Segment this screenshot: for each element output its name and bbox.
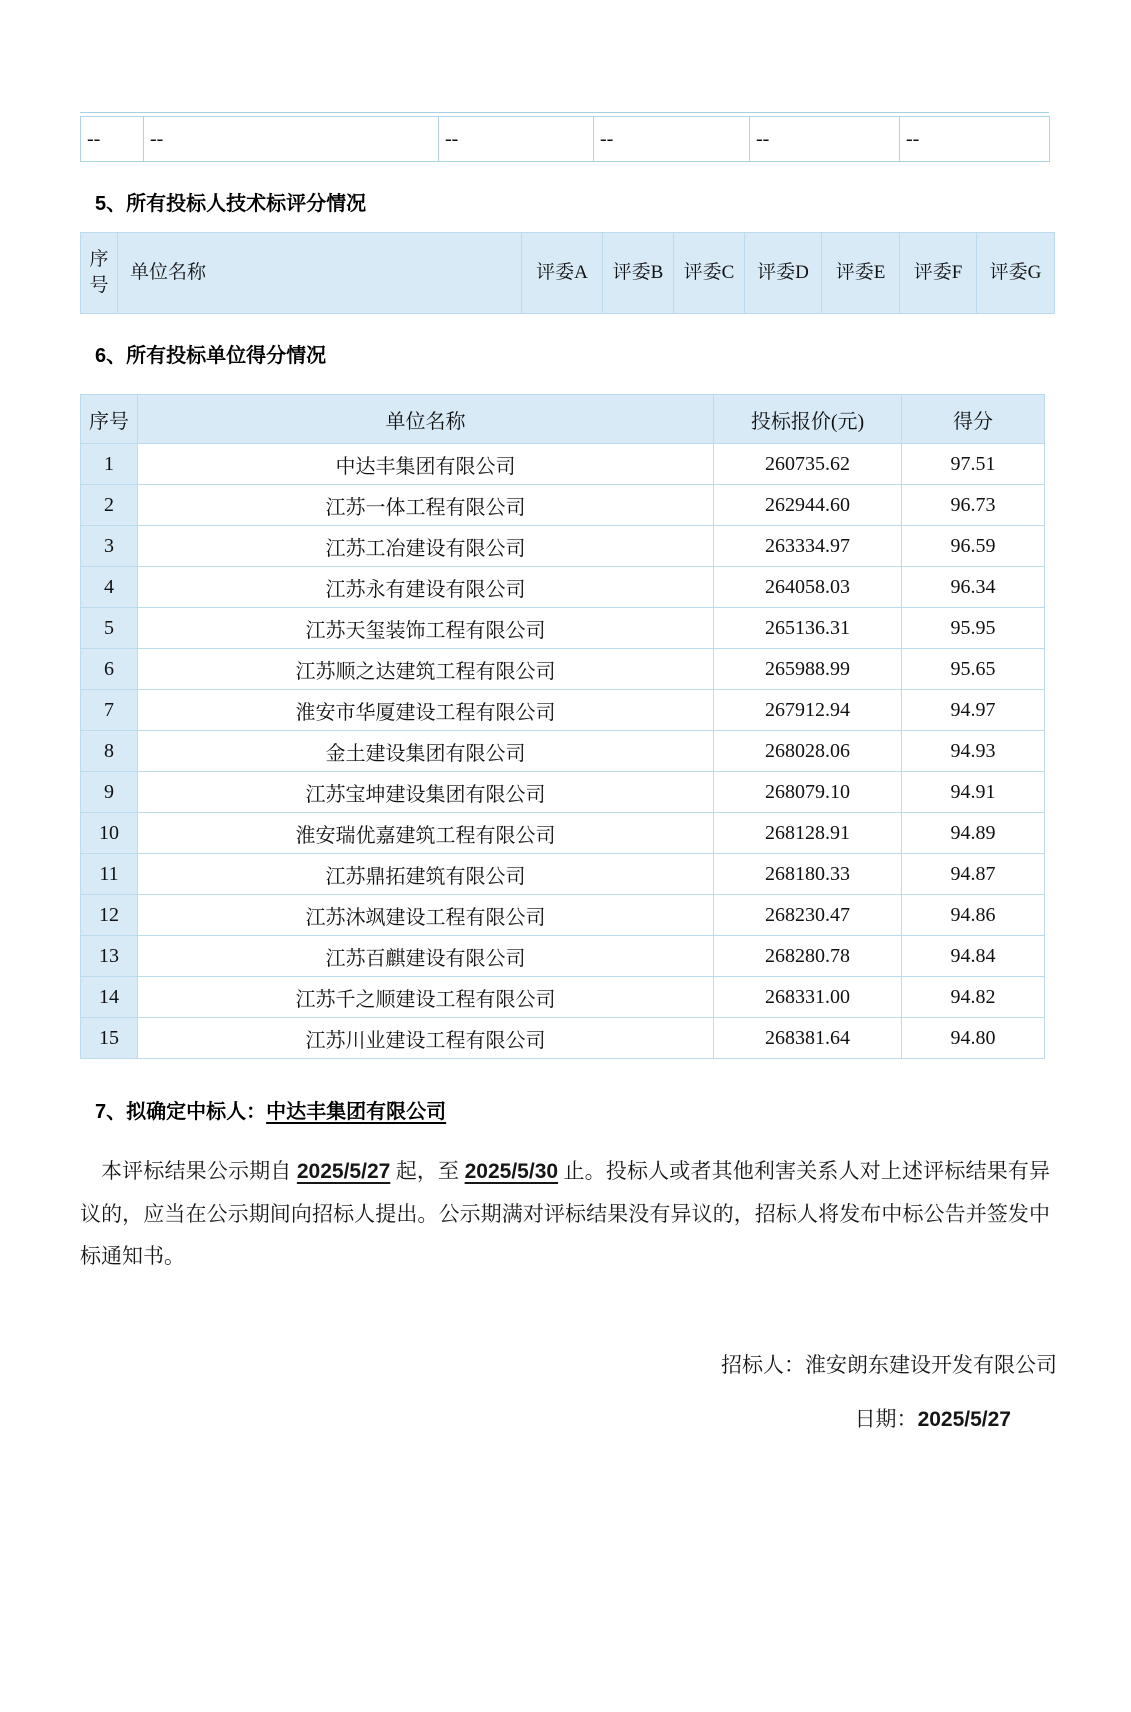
table-row <box>81 485 1045 526</box>
col-header-judge-b: 评委B <box>603 233 674 314</box>
score-cell: 94.93 <box>902 731 1045 772</box>
bid-price-cell: 263334.97 <box>714 526 902 567</box>
bid-price-cell: 265136.31 <box>714 608 902 649</box>
score-cell: 97.51 <box>902 444 1045 485</box>
continuation-row <box>81 117 1050 162</box>
date-line <box>0 1403 1131 1433</box>
notice-paragraph <box>80 1150 1050 1277</box>
tenderer-label: 招标人： <box>721 1353 805 1377</box>
tenderer-line <box>0 1349 1131 1379</box>
score-cell: 94.91 <box>902 772 1045 813</box>
score-cell: 96.34 <box>902 567 1045 608</box>
row-number-cell: 11 <box>81 854 138 895</box>
col-header-company: 单位名称 <box>118 233 522 314</box>
continuation-table-wrap <box>80 112 1049 162</box>
company-name-cell: 江苏百麒建设有限公司 <box>138 936 714 977</box>
row-number-cell: 7 <box>81 690 138 731</box>
bid-price-cell: 268028.06 <box>714 731 902 772</box>
score-cell: 94.87 <box>902 854 1045 895</box>
dash-cell: -- <box>594 117 750 162</box>
row-number-cell: 3 <box>81 526 138 567</box>
row-number-cell: 6 <box>81 649 138 690</box>
table-row <box>81 936 1045 977</box>
row-number-cell: 5 <box>81 608 138 649</box>
bid-price-cell: 260735.62 <box>714 444 902 485</box>
row-number-cell: 8 <box>81 731 138 772</box>
row-number-cell: 12 <box>81 895 138 936</box>
company-name-cell: 江苏宝坤建设集团有限公司 <box>138 772 714 813</box>
dash-cell: -- <box>750 117 900 162</box>
company-name-cell: 江苏沐飒建设工程有限公司 <box>138 895 714 936</box>
score-cell: 94.80 <box>902 1018 1045 1059</box>
winner-company-name: 中达丰集团有限公司 <box>266 1101 447 1123</box>
row-number-cell: 4 <box>81 567 138 608</box>
continuation-table <box>80 116 1050 162</box>
bid-price-cell: 268381.64 <box>714 1018 902 1059</box>
company-name-cell: 江苏一体工程有限公司 <box>138 485 714 526</box>
col-header-seq: 序号 <box>81 395 138 444</box>
score-table <box>80 394 1045 1059</box>
technical-score-header-row <box>81 233 1055 314</box>
col-header-judge-g: 评委G <box>977 233 1055 314</box>
col-header-score: 得分 <box>902 395 1045 444</box>
document-page <box>0 112 1131 1712</box>
date-value: 2025/5/27 <box>917 1408 1011 1431</box>
row-number-cell: 14 <box>81 977 138 1018</box>
table-row <box>81 895 1045 936</box>
row-number-cell: 10 <box>81 813 138 854</box>
col-header-judge-c: 评委C <box>674 233 745 314</box>
bid-price-cell: 268280.78 <box>714 936 902 977</box>
col-header-judge-e: 评委E <box>822 233 900 314</box>
row-number-cell: 2 <box>81 485 138 526</box>
bid-price-cell: 268331.00 <box>714 977 902 1018</box>
score-cell: 95.65 <box>902 649 1045 690</box>
company-name-cell: 江苏川业建设工程有限公司 <box>138 1018 714 1059</box>
col-header-company: 单位名称 <box>138 395 714 444</box>
section7-heading <box>95 1095 1131 1124</box>
company-name-cell: 江苏天玺装饰工程有限公司 <box>138 608 714 649</box>
table-row <box>81 649 1045 690</box>
bid-price-cell: 268230.47 <box>714 895 902 936</box>
score-cell: 94.97 <box>902 690 1045 731</box>
table-row <box>81 567 1045 608</box>
company-name-cell: 江苏顺之达建筑工程有限公司 <box>138 649 714 690</box>
bid-price-cell: 264058.03 <box>714 567 902 608</box>
bid-price-cell: 262944.60 <box>714 485 902 526</box>
row-number-cell: 15 <box>81 1018 138 1059</box>
row-number-cell: 9 <box>81 772 138 813</box>
winner-label: 7、拟确定中标人： <box>95 1101 267 1123</box>
table-row <box>81 977 1045 1018</box>
dash-cell: -- <box>81 117 144 162</box>
table-row <box>81 854 1045 895</box>
col-header-judge-d: 评委D <box>745 233 822 314</box>
col-header-judge-a: 评委A <box>522 233 603 314</box>
row-number-cell: 13 <box>81 936 138 977</box>
bid-price-cell: 268079.10 <box>714 772 902 813</box>
bid-price-cell: 267912.94 <box>714 690 902 731</box>
table-row <box>81 731 1045 772</box>
notice-text: 起，至 <box>390 1159 465 1183</box>
col-header-judge-f: 评委F <box>900 233 977 314</box>
bid-price-cell: 268128.91 <box>714 813 902 854</box>
score-cell: 94.86 <box>902 895 1045 936</box>
company-name-cell: 中达丰集团有限公司 <box>138 444 714 485</box>
table-row <box>81 608 1045 649</box>
table-row <box>81 1018 1045 1059</box>
row-number-cell: 1 <box>81 444 138 485</box>
score-table-header-row <box>81 395 1045 444</box>
notice-text: 本评标结果公示期自 <box>101 1159 297 1183</box>
publicity-end-date: 2025/5/30 <box>464 1160 559 1183</box>
publicity-start-date: 2025/5/27 <box>296 1160 391 1183</box>
score-cell: 94.82 <box>902 977 1045 1018</box>
company-name-cell: 江苏永有建设有限公司 <box>138 567 714 608</box>
dash-cell: -- <box>900 117 1050 162</box>
dash-cell: -- <box>144 117 439 162</box>
technical-score-table <box>80 232 1055 314</box>
company-name-cell: 淮安瑞优嘉建筑工程有限公司 <box>138 813 714 854</box>
score-cell: 94.89 <box>902 813 1045 854</box>
company-name-cell: 江苏千之顺建设工程有限公司 <box>138 977 714 1018</box>
table-row <box>81 772 1045 813</box>
tenderer-name: 淮安朗东建设开发有限公司 <box>805 1353 1057 1377</box>
section5-heading: 5、所有投标人技术标评分情况 <box>95 193 367 215</box>
company-name-cell: 江苏工冶建设有限公司 <box>138 526 714 567</box>
table-row <box>81 690 1045 731</box>
col-header-seq: 序号 <box>81 233 118 314</box>
company-name-cell: 淮安市华厦建设工程有限公司 <box>138 690 714 731</box>
date-label: 日期： <box>854 1407 918 1431</box>
company-name-cell: 金土建设集团有限公司 <box>138 731 714 772</box>
notice-text: 止。投标人或者其他利害关系人对上述评标结果有异议的，应当在公示期间向招标人提出。公示期满对评标结果没有异议的，招标人将发布中标公告并签发中标通知书。 <box>80 1159 1051 1268</box>
bid-price-cell: 268180.33 <box>714 854 902 895</box>
table-row <box>81 444 1045 485</box>
col-header-bid-price: 投标报价(元) <box>714 395 902 444</box>
company-name-cell: 江苏鼎拓建筑有限公司 <box>138 854 714 895</box>
section6-heading: 6、所有投标单位得分情况 <box>95 345 327 367</box>
score-cell: 96.59 <box>902 526 1045 567</box>
bid-price-cell: 265988.99 <box>714 649 902 690</box>
score-cell: 95.95 <box>902 608 1045 649</box>
score-cell: 96.73 <box>902 485 1045 526</box>
dash-cell: -- <box>439 117 594 162</box>
table-row <box>81 813 1045 854</box>
table-row <box>81 526 1045 567</box>
score-cell: 94.84 <box>902 936 1045 977</box>
